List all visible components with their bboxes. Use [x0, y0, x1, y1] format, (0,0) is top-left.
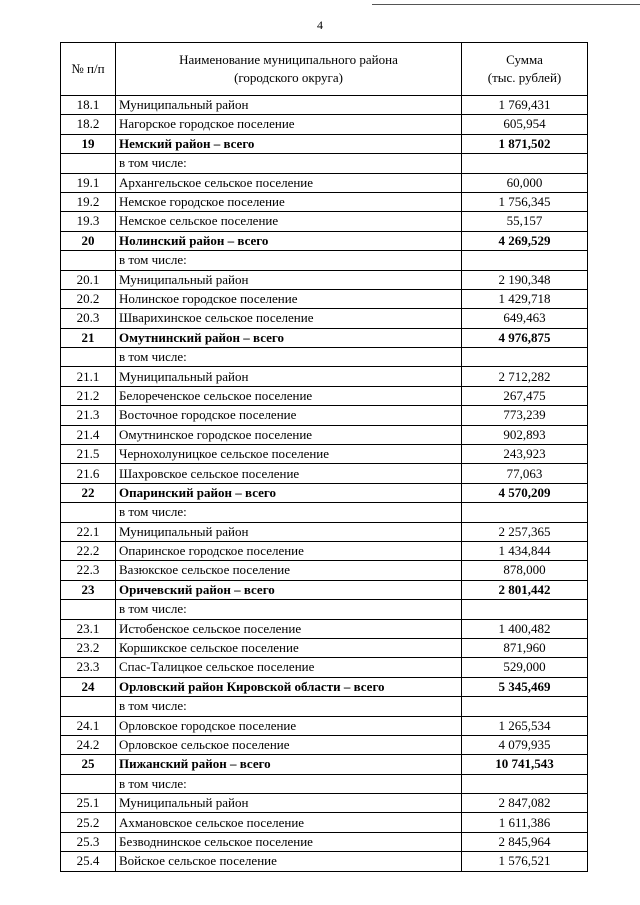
row-number: 19.1: [61, 173, 116, 192]
row-name: Муниципальный район: [116, 794, 462, 813]
row-sum: 1 429,718: [462, 289, 588, 308]
row-name: Войское сельское поселение: [116, 852, 462, 871]
row-number: 23.2: [61, 638, 116, 657]
table-row: [61, 638, 588, 657]
row-number: 19.2: [61, 192, 116, 211]
row-sum: 2 801,442: [462, 580, 588, 599]
row-name: Омутнинское городское поселение: [116, 425, 462, 444]
table-row: [61, 270, 588, 289]
row-name: в том числе:: [116, 503, 462, 522]
row-name: Немский район – всего: [116, 134, 462, 153]
row-name: Муниципальный район: [116, 367, 462, 386]
row-sum: 1 434,844: [462, 541, 588, 560]
row-sum: 2 845,964: [462, 832, 588, 851]
row-sum: [462, 251, 588, 270]
row-name: Нолинское городское поселение: [116, 289, 462, 308]
table-row-total: [61, 755, 588, 774]
table-row: [61, 96, 588, 115]
row-sum: 605,954: [462, 115, 588, 134]
table-row: [61, 619, 588, 638]
row-sum: 1 756,345: [462, 192, 588, 211]
table-row: [61, 212, 588, 231]
header-sum-line1: Сумма: [506, 52, 543, 67]
row-name: Коршикское сельское поселение: [116, 638, 462, 657]
row-name: Нолинский район – всего: [116, 231, 462, 250]
row-sum: [462, 154, 588, 173]
row-name: Немское городское поселение: [116, 192, 462, 211]
row-number: [61, 503, 116, 522]
header-sum-line2: (тыс. рублей): [487, 70, 562, 85]
row-name: Муниципальный район: [116, 522, 462, 541]
table-row-total: [61, 483, 588, 502]
row-sum: 5 345,469: [462, 677, 588, 696]
row-sum: 267,475: [462, 386, 588, 405]
top-rule: [372, 4, 640, 5]
table-row-subheading: [61, 154, 588, 173]
table-row: [61, 367, 588, 386]
row-number: 24.2: [61, 735, 116, 754]
row-number: 22.3: [61, 561, 116, 580]
row-sum: 1 871,502: [462, 134, 588, 153]
row-name: Ахмановское сельское поселение: [116, 813, 462, 832]
row-name: Восточное городское поселение: [116, 406, 462, 425]
table-body: [61, 96, 588, 872]
row-number: 24: [61, 677, 116, 696]
header-name-line2: (городского округа): [234, 70, 343, 85]
row-name: Чернохолуницкое сельское поселение: [116, 445, 462, 464]
row-number: 21: [61, 328, 116, 347]
row-name: Нагорское городское поселение: [116, 115, 462, 134]
row-number: [61, 600, 116, 619]
table-row: [61, 406, 588, 425]
row-number: 20: [61, 231, 116, 250]
row-number: 21.6: [61, 464, 116, 483]
row-name: Вазюкское сельское поселение: [116, 561, 462, 580]
row-number: 25: [61, 755, 116, 774]
table-header: [61, 43, 588, 96]
table-row-total: [61, 231, 588, 250]
row-sum: 4 570,209: [462, 483, 588, 502]
table-row: [61, 813, 588, 832]
row-name: в том числе:: [116, 251, 462, 270]
row-number: 23.3: [61, 658, 116, 677]
row-number: 21.3: [61, 406, 116, 425]
row-sum: 4 269,529: [462, 231, 588, 250]
row-sum: 1 576,521: [462, 852, 588, 871]
row-number: 18.2: [61, 115, 116, 134]
row-name: Истобенское сельское поселение: [116, 619, 462, 638]
table-row: [61, 794, 588, 813]
row-number: 21.2: [61, 386, 116, 405]
table-row-subheading: [61, 348, 588, 367]
row-name: Архангельское сельское поселение: [116, 173, 462, 192]
row-sum: 773,239: [462, 406, 588, 425]
row-name: Шахровское сельское поселение: [116, 464, 462, 483]
row-sum: 55,157: [462, 212, 588, 231]
table-row: [61, 309, 588, 328]
row-sum: 2 257,365: [462, 522, 588, 541]
header-name: [116, 43, 462, 96]
row-sum: 2 190,348: [462, 270, 588, 289]
row-number: 22: [61, 483, 116, 502]
row-sum: 4 976,875: [462, 328, 588, 347]
row-number: 24.1: [61, 716, 116, 735]
row-number: 25.4: [61, 852, 116, 871]
row-sum: [462, 600, 588, 619]
table-row-total: [61, 328, 588, 347]
row-number: 21.4: [61, 425, 116, 444]
row-number: 23.1: [61, 619, 116, 638]
row-number: [61, 697, 116, 716]
row-name: Орловское сельское поселение: [116, 735, 462, 754]
table-row: [61, 852, 588, 871]
row-name: Безводнинское сельское поселение: [116, 832, 462, 851]
row-sum: [462, 348, 588, 367]
table-row-subheading: [61, 600, 588, 619]
row-number: 21.1: [61, 367, 116, 386]
table-row: [61, 716, 588, 735]
row-name: Спас-Талицкое сельское поселение: [116, 658, 462, 677]
row-sum: 878,000: [462, 561, 588, 580]
table-row: [61, 289, 588, 308]
row-sum: [462, 774, 588, 793]
row-sum: 1 400,482: [462, 619, 588, 638]
row-name: в том числе:: [116, 600, 462, 619]
row-name: Муниципальный район: [116, 270, 462, 289]
page-number: 4: [317, 18, 323, 32]
row-number: [61, 774, 116, 793]
row-sum: 2 712,282: [462, 367, 588, 386]
row-name: Белореченское сельское поселение: [116, 386, 462, 405]
row-sum: 4 079,935: [462, 735, 588, 754]
row-number: 19.3: [61, 212, 116, 231]
header-sum: [462, 43, 588, 96]
table-row-subheading: [61, 697, 588, 716]
row-number: 20.2: [61, 289, 116, 308]
row-sum: 77,063: [462, 464, 588, 483]
row-name: Пижанский район – всего: [116, 755, 462, 774]
row-sum: 1 611,386: [462, 813, 588, 832]
row-number: 20.3: [61, 309, 116, 328]
row-number: [61, 251, 116, 270]
row-number: 21.5: [61, 445, 116, 464]
row-name: Муниципальный район: [116, 96, 462, 115]
table-row-total: [61, 580, 588, 599]
table-row: [61, 445, 588, 464]
row-number: 22.2: [61, 541, 116, 560]
table-row-total: [61, 134, 588, 153]
row-name: в том числе:: [116, 774, 462, 793]
row-sum: 649,463: [462, 309, 588, 328]
table-row: [61, 386, 588, 405]
row-name: Опаринский район – всего: [116, 483, 462, 502]
header-name-line1: Наименование муниципального района: [179, 52, 398, 67]
table-row-total: [61, 677, 588, 696]
table-row-subheading: [61, 774, 588, 793]
row-name: Шварихинское сельское поселение: [116, 309, 462, 328]
table-row: [61, 115, 588, 134]
allocation-table: [60, 42, 588, 872]
row-sum: 60,000: [462, 173, 588, 192]
row-number: 23: [61, 580, 116, 599]
row-number: 18.1: [61, 96, 116, 115]
table-row: [61, 464, 588, 483]
row-name: Омутнинский район – всего: [116, 328, 462, 347]
row-name: Орловский район Кировской области – всего: [116, 677, 462, 696]
row-name: в том числе:: [116, 697, 462, 716]
row-sum: 243,923: [462, 445, 588, 464]
row-number: 22.1: [61, 522, 116, 541]
row-sum: 902,893: [462, 425, 588, 444]
row-sum: [462, 697, 588, 716]
row-sum: 1 265,534: [462, 716, 588, 735]
row-sum: 2 847,082: [462, 794, 588, 813]
row-number: 25.2: [61, 813, 116, 832]
row-number: [61, 154, 116, 173]
table-row: [61, 425, 588, 444]
row-name: Немское сельское поселение: [116, 212, 462, 231]
row-name: Оричевский район – всего: [116, 580, 462, 599]
row-number: 25.3: [61, 832, 116, 851]
row-name: Опаринское городское поселение: [116, 541, 462, 560]
table-row: [61, 173, 588, 192]
row-name: в том числе:: [116, 348, 462, 367]
table-row: [61, 735, 588, 754]
table-row: [61, 541, 588, 560]
row-sum: 1 769,431: [462, 96, 588, 115]
row-name: Орловское городское поселение: [116, 716, 462, 735]
row-sum: 871,960: [462, 638, 588, 657]
table-row: [61, 192, 588, 211]
table-row: [61, 522, 588, 541]
row-sum: 10 741,543: [462, 755, 588, 774]
row-number: 25.1: [61, 794, 116, 813]
table-row-subheading: [61, 251, 588, 270]
table-row-subheading: [61, 503, 588, 522]
row-sum: [462, 503, 588, 522]
table-row: [61, 658, 588, 677]
table-row: [61, 832, 588, 851]
row-number: 20.1: [61, 270, 116, 289]
row-sum: 529,000: [462, 658, 588, 677]
row-name: в том числе:: [116, 154, 462, 173]
table-row: [61, 561, 588, 580]
header-num: № п/п: [61, 43, 116, 96]
row-number: 19: [61, 134, 116, 153]
row-number: [61, 348, 116, 367]
